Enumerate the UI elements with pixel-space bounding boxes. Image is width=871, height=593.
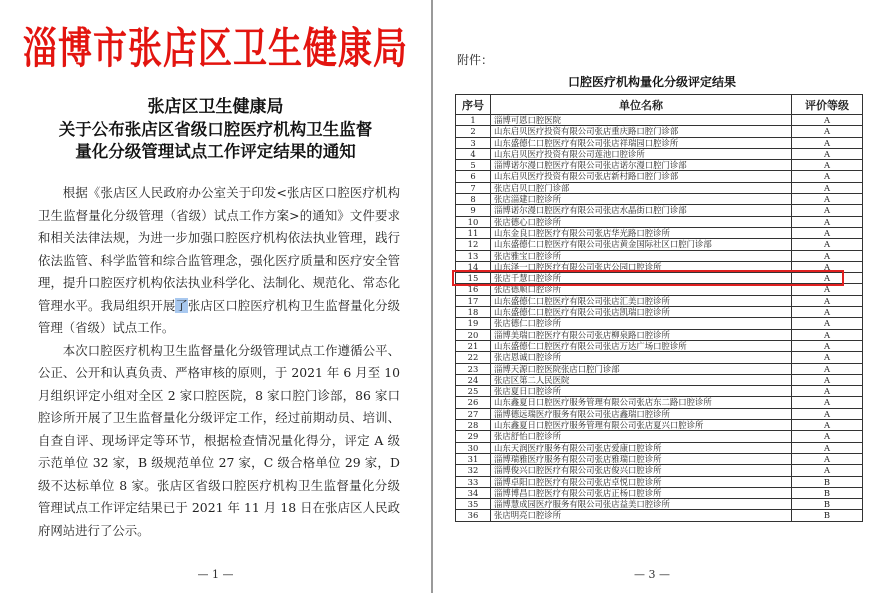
cell-grade: A — [792, 216, 863, 227]
table-row — [456, 487, 863, 498]
cell-grade: A — [792, 137, 863, 148]
cell-grade: A — [792, 227, 863, 238]
cell-name: 淄博卓阳口腔医疗有限公司张店卓悦口腔诊所 — [491, 476, 792, 487]
table-row — [456, 431, 863, 442]
cell-name: 淄博博昌口腔医疗有限公司张店正杨口腔诊所 — [491, 487, 792, 498]
cell-grade: A — [792, 453, 863, 464]
cell-no: 5 — [456, 160, 491, 171]
table-row — [456, 137, 863, 148]
cell-name: 淄博瑞雅医疗服务有限公司张店雅瑞口腔诊所 — [491, 453, 792, 464]
table-title: 口腔医疗机构量化分级评定结果 — [567, 75, 736, 89]
cell-no: 25 — [456, 386, 491, 397]
cell-grade: A — [792, 126, 863, 137]
cell-name: 张店德顺口腔诊所 — [491, 284, 792, 295]
table-row — [456, 182, 863, 193]
cell-no: 36 — [456, 510, 491, 521]
cell-no: 35 — [456, 499, 491, 510]
cell-no: 2 — [456, 126, 491, 137]
cell-name: 张店雅宝口腔诊所 — [491, 250, 792, 261]
table-row — [456, 216, 863, 227]
cell-no: 34 — [456, 487, 491, 498]
cell-name: 山东泽一口腔医疗有限公司张店公园口腔诊所 — [491, 261, 792, 272]
cell-grade: A — [792, 431, 863, 442]
cell-name: 张店明亮口腔诊所 — [491, 510, 792, 521]
cell-name: 山东盛德仁口腔医疗有限公司张店汇美口腔诊所 — [491, 295, 792, 306]
cell-no: 7 — [456, 182, 491, 193]
cell-no: 14 — [456, 261, 491, 272]
table-row — [456, 205, 863, 216]
cell-grade: A — [792, 261, 863, 272]
cell-no: 26 — [456, 397, 491, 408]
cell-grade: A — [792, 408, 863, 419]
table-row — [456, 363, 863, 374]
cell-grade: A — [792, 352, 863, 363]
notice-title-line-1: 关于公布张店区省级口腔医疗机构卫生监督 — [58, 120, 373, 139]
page-number-left: — 1 — — [197, 568, 234, 581]
cell-name: 山东鑫夏日口腔医疗服务管理有限公司张店东二路口腔诊所 — [491, 397, 792, 408]
cell-no: 4 — [456, 148, 491, 159]
cell-grade: A — [792, 148, 863, 159]
cell-name: 淄博诺尔漫口腔医疗有限公司张店诺尔漫口腔门诊部 — [491, 160, 792, 171]
cell-name: 山东启贝医疗投资有限公司张店新村路口腔门诊部 — [491, 171, 792, 182]
cell-no: 30 — [456, 442, 491, 453]
cell-name: 淄博俊兴口腔医疗有限公司张店俊兴口腔诊所 — [491, 465, 792, 476]
cell-name: 山东盛德仁口腔医疗有限公司张店凯瑞口腔诊所 — [491, 307, 792, 318]
cell-grade: A — [792, 318, 863, 329]
cell-grade: B — [792, 510, 863, 521]
cell-grade: A — [792, 115, 863, 126]
cell-grade: A — [792, 386, 863, 397]
cell-no: 15 — [456, 273, 491, 284]
cell-name: 山东盛德仁口腔医疗有限公司张店黄金国际社区口腔门诊部 — [491, 239, 792, 250]
cell-name: 张店淄建口腔诊所 — [491, 194, 792, 205]
page-number-right: — 3 — — [634, 568, 670, 581]
cell-no: 23 — [456, 363, 491, 374]
cell-no: 9 — [456, 205, 491, 216]
cell-name: 张店区第二人民医院 — [491, 374, 792, 385]
table-row — [456, 374, 863, 385]
cell-name: 张店德心口腔诊所 — [491, 216, 792, 227]
cell-no: 31 — [456, 453, 491, 464]
cell-grade: A — [792, 295, 863, 306]
cell-name: 淄博诺尔漫口腔医疗有限公司张店水晶街口腔门诊部 — [491, 205, 792, 216]
table-row — [456, 386, 863, 397]
cell-grade: A — [792, 273, 863, 284]
cell-name: 山东鑫夏日口腔医疗服务管理有限公司张店夏兴口腔诊所 — [491, 420, 792, 431]
cell-no: 19 — [456, 318, 491, 329]
table-row — [456, 160, 863, 171]
cell-grade: A — [792, 205, 863, 216]
cell-grade: A — [792, 374, 863, 385]
right-page — [433, 0, 871, 593]
table-row — [456, 397, 863, 408]
cell-no: 33 — [456, 476, 491, 487]
cell-name: 山东启贝医疗投资有限公司张店重庆路口腔门诊部 — [491, 126, 792, 137]
table-row — [456, 307, 863, 318]
cell-no: 27 — [456, 408, 491, 419]
cell-name: 山东天润医疗服务有限公司张店爱康口腔诊所 — [491, 442, 792, 453]
cell-no: 6 — [456, 171, 491, 182]
cell-no: 10 — [456, 216, 491, 227]
cell-grade: A — [792, 160, 863, 171]
paragraph-2: 本次口腔医疗机构卫生监督量化分级管理试点工作遵循公平、公正、公开和认真负责、严格审核的原则，于 2021 年 6 月至 10 月组织评定小组对全区 2 家口腔医院，8 家口腔门诊部，86 家口腔诊所开展了卫生监督量化分级评定工作，经过前期动员、培训、自查自评、现场评定等环节，根据检查情况量化得分，评定 A 级示范单位 32 家，B 级规范单位 27 家，C 级合格单位 29 家，D 级不达标单位 8 家。张店区省级口腔医疗机构卫生监督量化分级管理试点工作评定结果已于 2021 年 11 月 18 日在张店区人民政府网站进行了公示。 — [38, 342, 400, 538]
table-row — [456, 420, 863, 431]
cell-name: 山东金良口腔医疗有限公司张店华光路口腔诊所 — [491, 227, 792, 238]
table-row — [456, 126, 863, 137]
table-row — [456, 171, 863, 182]
issuer-name: 张店区卫生健康局 — [147, 97, 284, 117]
table-row — [456, 115, 863, 126]
cell-grade: A — [792, 465, 863, 476]
cell-grade: B — [792, 499, 863, 510]
cell-grade: A — [792, 329, 863, 340]
cell-no: 29 — [456, 431, 491, 442]
table-row — [456, 453, 863, 464]
cell-grade: A — [792, 182, 863, 193]
cell-name: 山东盛德仁口腔医疗有限公司张店万达广场口腔诊所 — [491, 340, 792, 351]
cell-name: 山东启贝医疗投资有限公司莲池口腔诊所 — [491, 148, 792, 159]
cell-grade: A — [792, 442, 863, 453]
cell-grade: A — [792, 250, 863, 261]
cell-grade: A — [792, 171, 863, 182]
cell-grade: B — [792, 487, 863, 498]
results-table — [455, 94, 863, 522]
cell-name: 山东盛德仁口腔医疗有限公司张店祥瑞园口腔诊所 — [491, 137, 792, 148]
column-header-name: 单位名称 — [491, 95, 792, 115]
cell-grade: A — [792, 307, 863, 318]
notice-body — [38, 182, 400, 542]
cell-no: 3 — [456, 137, 491, 148]
cell-grade: A — [792, 284, 863, 295]
table-row — [456, 442, 863, 453]
cell-no: 16 — [456, 284, 491, 295]
table-row — [456, 194, 863, 205]
cell-name: 张店德仁口腔诊所 — [491, 318, 792, 329]
cell-no: 20 — [456, 329, 491, 340]
cell-grade: A — [792, 340, 863, 351]
cell-name: 淄博慧成园医疗服务有限公司张店益美口腔诊所 — [491, 499, 792, 510]
row-14-highlight-box — [452, 270, 844, 286]
cell-grade: A — [792, 420, 863, 431]
masthead-title: 淄博市张店区卫生健康局 — [23, 24, 408, 74]
selected-text[interactable]: 了 — [175, 297, 188, 313]
cell-name: 淄博美瑞口腔医疗有限公司张店柳泉路口腔诊所 — [491, 329, 792, 340]
cell-no: 13 — [456, 250, 491, 261]
cell-no: 12 — [456, 239, 491, 250]
cell-no: 28 — [456, 420, 491, 431]
cell-name: 淄博天源口腔医院张店口腔门诊部 — [491, 363, 792, 374]
table-row — [456, 499, 863, 510]
cell-name: 张店舒怡口腔诊所 — [491, 431, 792, 442]
cell-no: 1 — [456, 115, 491, 126]
cell-grade: A — [792, 363, 863, 374]
table-row — [456, 227, 863, 238]
table-row — [456, 250, 863, 261]
table-row — [456, 476, 863, 487]
table-row — [456, 239, 863, 250]
cell-no: 8 — [456, 194, 491, 205]
cell-no: 22 — [456, 352, 491, 363]
cell-name: 张店千慧口腔诊所 — [491, 273, 792, 284]
cell-no: 32 — [456, 465, 491, 476]
notice-title-line-2: 量化分级管理试点工作评定结果的通知 — [75, 142, 356, 161]
cell-no: 18 — [456, 307, 491, 318]
paragraph-1 — [38, 182, 400, 340]
cell-name: 淄博可恩口腔医院 — [491, 115, 792, 126]
cell-grade: B — [792, 476, 863, 487]
cell-name: 淄博德远瑞医疗服务有限公司张店鑫瑞口腔诊所 — [491, 408, 792, 419]
cell-name: 张店恩诚口腔诊所 — [491, 352, 792, 363]
table-row — [456, 340, 863, 351]
table-row — [456, 510, 863, 521]
table-row — [456, 408, 863, 419]
table-row — [456, 465, 863, 476]
column-header-no: 序号 — [456, 95, 491, 115]
paragraph-1-text: 根据《张店区人民政府办公室关于印发<张店区口腔医疗机构卫生监督量化分级管理（省级）试点工作方案>的通知》文件要求和相关法律法规，为进一步加强口腔医疗机构依法执业管理，践行依法监管、科学监管和综合监管理念，强化医疗质量和医疗安全管理，提升口腔医疗机构依法执业科学化、法制化、规范化、常态化管理水平。我局组织开展 — [38, 185, 400, 313]
attachment-label: 附件： — [457, 53, 494, 67]
table-row — [456, 329, 863, 340]
cell-grade: A — [792, 239, 863, 250]
column-header-grade: 评价等级 — [792, 95, 863, 115]
cell-name: 张店启贝口腔门诊部 — [491, 182, 792, 193]
cell-no: 11 — [456, 227, 491, 238]
table-row — [456, 318, 863, 329]
table-row — [456, 352, 863, 363]
cell-grade: A — [792, 397, 863, 408]
table-row — [456, 295, 863, 306]
cell-grade: A — [792, 194, 863, 205]
cell-no: 21 — [456, 340, 491, 351]
left-page — [0, 0, 431, 593]
table-row — [456, 148, 863, 159]
cell-name: 张店夏日口腔诊所 — [491, 386, 792, 397]
table-header-row — [456, 95, 863, 115]
paragraph-1-text-end: 张店区口腔医疗机构卫生监督量化分级管理（省级）试点工作。 — [38, 297, 401, 335]
cell-no: 17 — [456, 295, 491, 306]
cell-no: 24 — [456, 374, 491, 385]
